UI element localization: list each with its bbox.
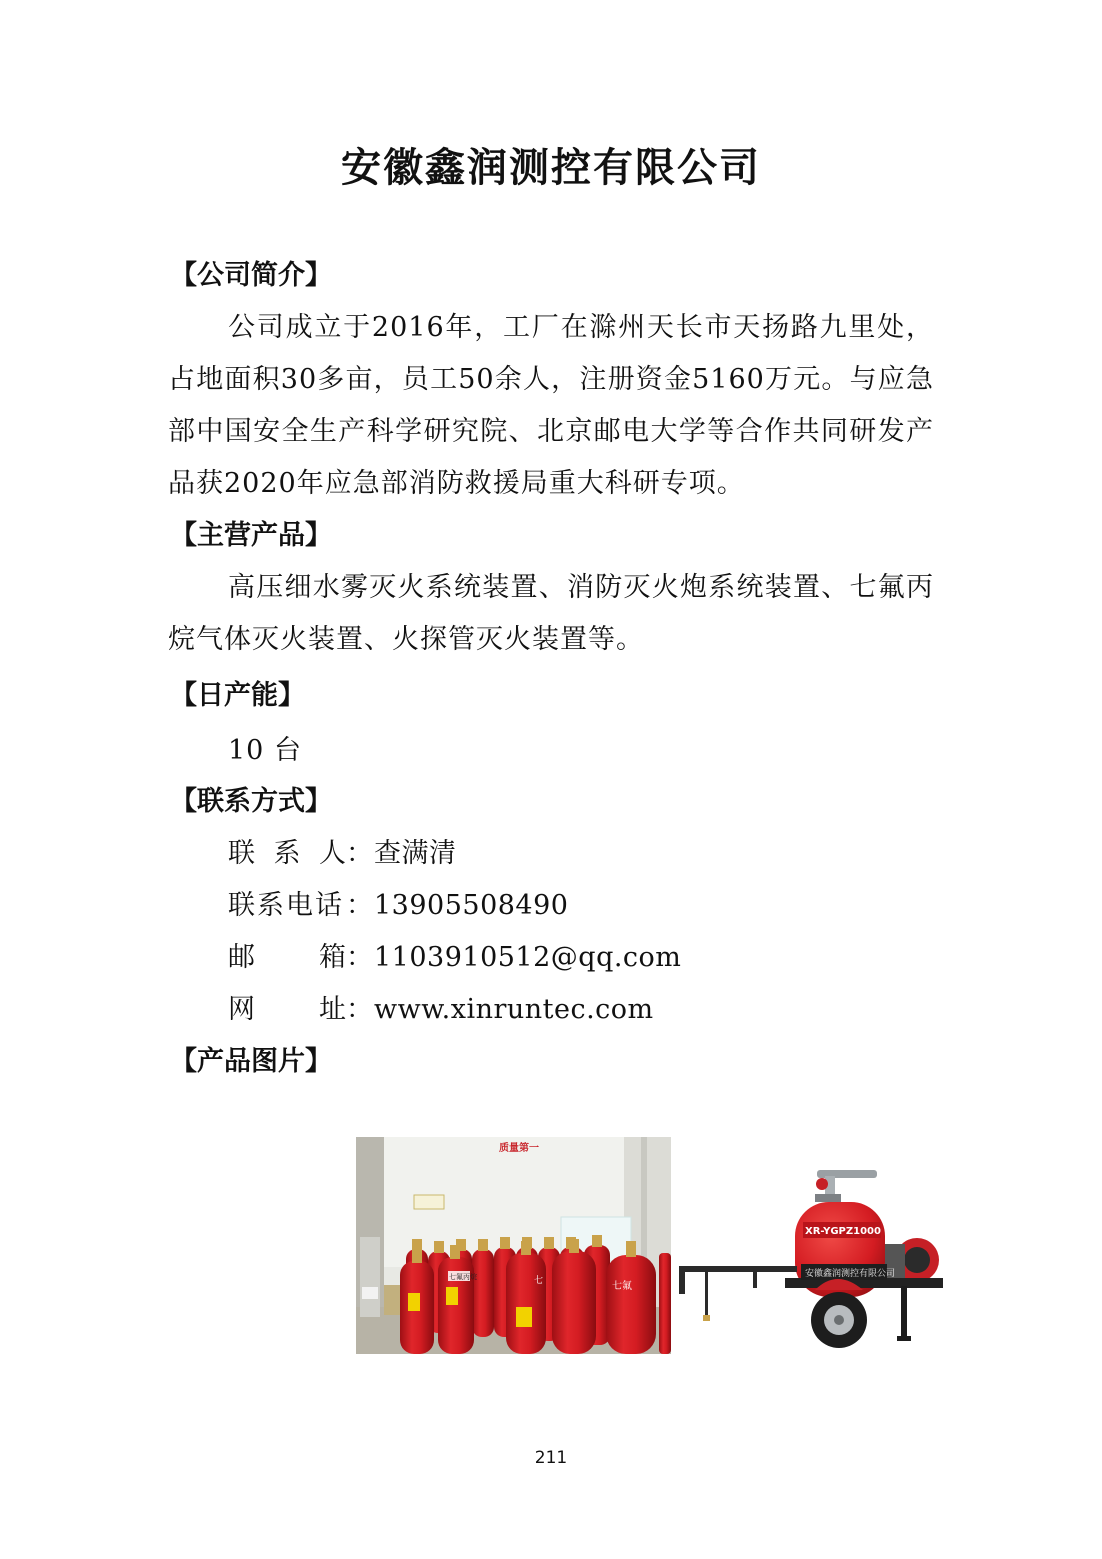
svg-text:七氟丙烷: 七氟丙烷: [449, 1273, 477, 1281]
contact-label: 联系电话: [228, 890, 344, 921]
contact-person: 查满清: [374, 838, 457, 869]
section-heading-products: 【主营产品】: [170, 520, 332, 551]
contact-row-phone: [228, 888, 568, 924]
svg-text:质量第一: 质量第一: [499, 1143, 539, 1154]
capacity-value: 10 台: [228, 735, 302, 766]
section-heading-intro: 【公司简介】: [170, 260, 332, 291]
page-title: 安徽鑫润测控有限公司: [341, 144, 761, 191]
contact-colon: ：: [346, 838, 373, 869]
contact-colon: ：: [346, 890, 373, 921]
section-heading-contact: 【联系方式】: [170, 786, 332, 817]
contact-label: 网 址: [228, 994, 346, 1025]
contact-email[interactable]: 1103910512@qq.com: [374, 942, 682, 973]
section-heading-photos: 【产品图片】: [170, 1046, 332, 1077]
contact-label: 邮 箱: [228, 942, 346, 973]
contact-phone: 13905508490: [374, 890, 569, 921]
product-photo-cylinders: [356, 1137, 671, 1354]
contact-row-website: [228, 992, 654, 1028]
page-number: 211: [534, 1448, 568, 1468]
contact-row-person: [228, 836, 457, 872]
svg-text:七氟: 七氟: [612, 1281, 632, 1292]
contact-colon: ：: [346, 942, 373, 973]
svg-text:七: 七: [534, 1276, 544, 1286]
contact-website[interactable]: www.xinruntec.com: [374, 994, 654, 1025]
contact-colon: ：: [346, 994, 373, 1025]
section-heading-capacity: 【日产能】: [170, 680, 305, 711]
svg-text:XR-YGPZ1000: XR-YGPZ1000: [805, 1226, 881, 1237]
products-paragraph: 高压细水雾灭火系统装置、消防灭火炮系统装置、七氟丙烷气体灭火装置、火探管灭火装置等。: [168, 572, 934, 655]
contact-row-email: [228, 940, 681, 976]
svg-text:安徽鑫润测控有限公司: 安徽鑫润测控有限公司: [805, 1269, 896, 1279]
product-photo-trailer: [675, 1160, 950, 1354]
intro-paragraph: 公司成立于2016年，工厂在滁州天长市天扬路九里处，占地面积30多亩，员工50余人，注册资金5160万元。与应急部中国安全生产科学研究院、北京邮电大学等合作共同研发产品获2020年应急部消防救援局重大科研专项。: [168, 312, 934, 499]
contact-label: 联 系 人: [228, 838, 346, 869]
